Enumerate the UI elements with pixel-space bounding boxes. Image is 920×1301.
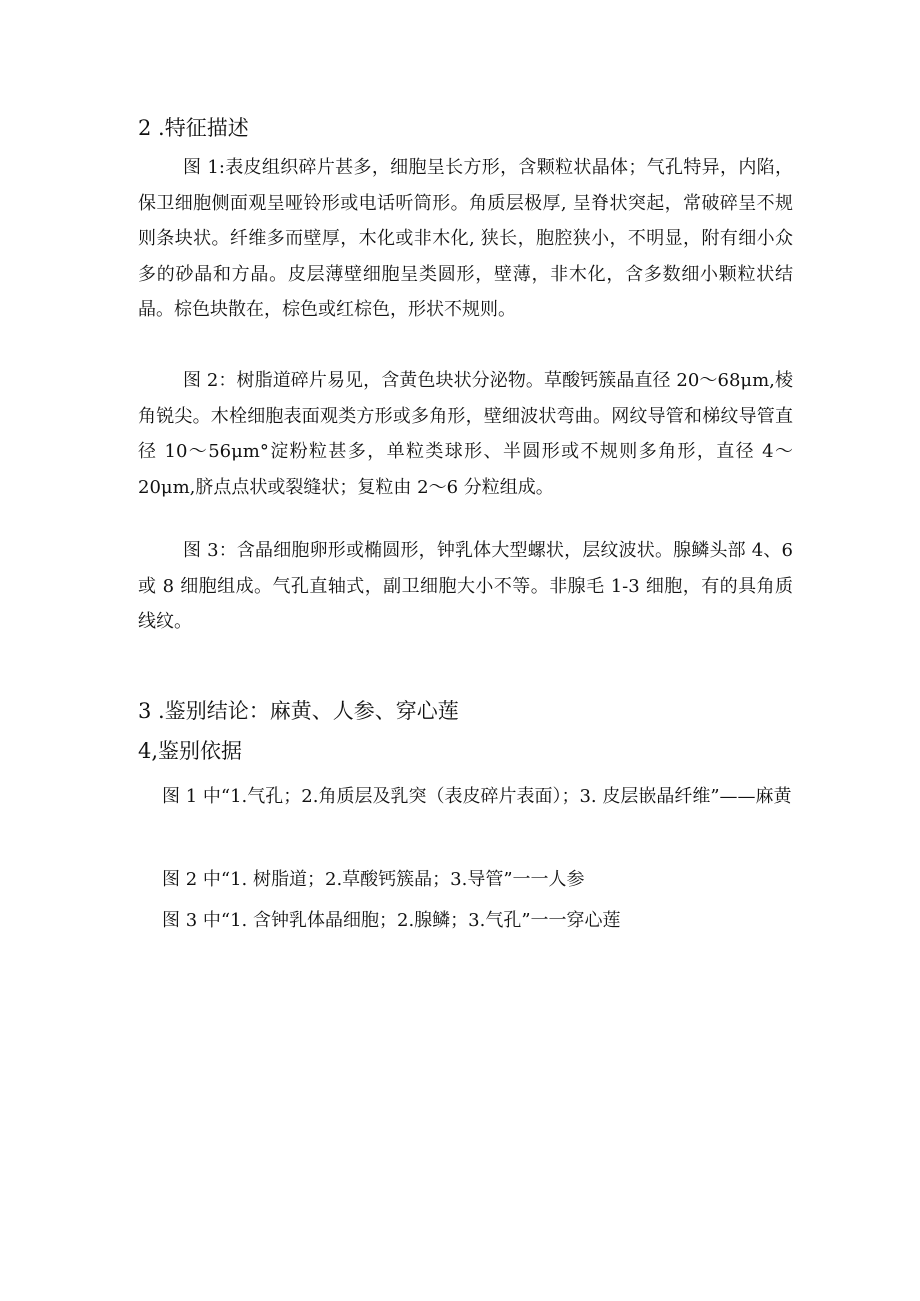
basis-figure-1: 图 1 中“1.气孔；2.角质层及乳突（表皮碎片表面）；3. 皮层嵌晶纤维”——麻黄: [162, 786, 792, 807]
figure-2-description: 图 2：树脂道碎片易见，含黄色块状分泌物。草酸钙簇晶直径 20～68μm,棱角锐尖。木栓细胞表面观类方形或多角形，壁细波状弯曲。网纹导管和梯纹导管直径 10～56μm°淀粉粒甚多，单粒类球形、半圆形或不规则多角形，直径 4～20μm,脐点点状或裂缝状；复粒由 2～6 分粒组成。: [138, 370, 793, 498]
basis-figure-3: 图 3 中“1. 含钟乳体晶细胞；2.腺鳞；3.气孔”一一穿心莲: [162, 910, 621, 931]
figure-1-description: 图 1:表皮组织碎片甚多，细胞呈长方形，含颗粒状晶体；气孔特异，内陷，保卫细胞侧面观呈哑铃形或电话听筒形。角质层极厚, 呈脊状突起，常破碎呈不规则条块状。纤维多而壁厚，木化或非木化, 狭长，胞腔狭小，不明显，附有细小众多的砂晶和方晶。皮层薄壁细胞呈类圆形，壁薄，非木化，含多数细小颗粒状结晶。棕色块散在，棕色或红棕色，形状不规则。: [138, 157, 793, 320]
section-4-heading: 4,鉴别依据: [138, 739, 243, 763]
basis-figure-2: 图 2 中“1. 树脂道；2.草酸钙簇晶；3.导管”一一人参: [162, 869, 585, 890]
section-3-heading: 3 .鉴别结论：麻黄、人参、穿心莲: [138, 699, 459, 723]
figure-3-description: 图 3：含晶细胞卵形或椭圆形，钟乳体大型螺状，层纹波状。腺鳞头部 4、6 或 8 细胞组成。气孔直轴式，副卫细胞大小不等。非腺毛 1-3 细胞，有的具角质线纹。: [138, 540, 793, 632]
section-2-heading: 2 .特征描述: [138, 116, 249, 140]
